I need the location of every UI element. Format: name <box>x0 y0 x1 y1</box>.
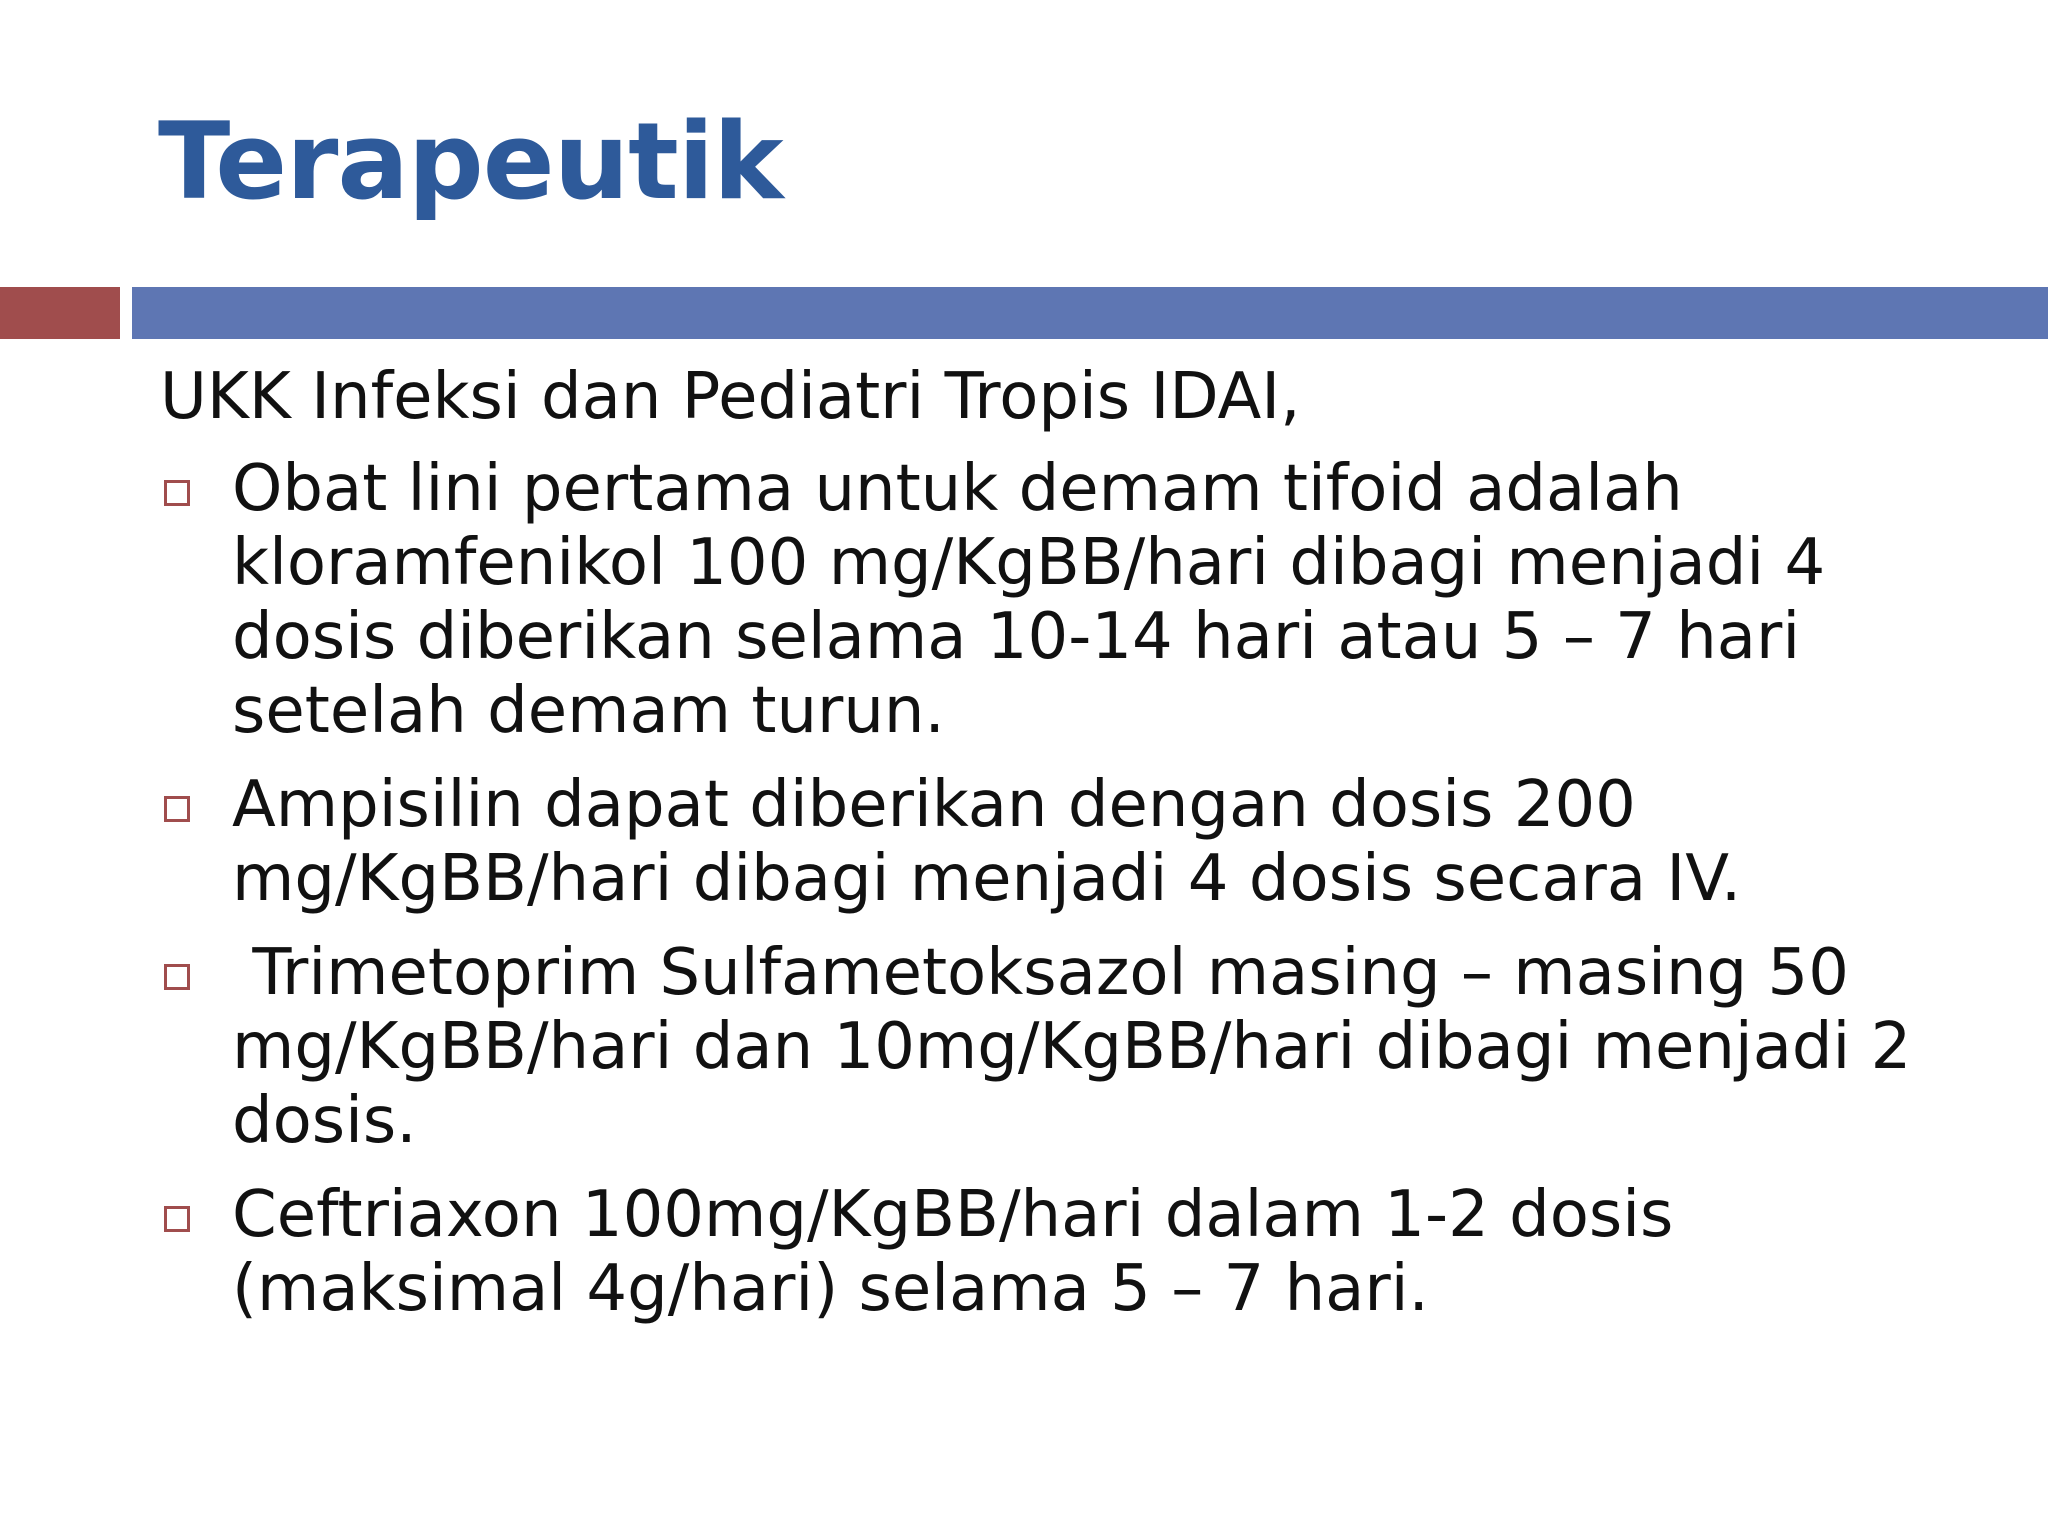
slide-body <box>160 360 1980 1346</box>
list-item <box>160 452 1980 748</box>
bullet-list <box>160 452 1980 1326</box>
square-bullet-icon <box>164 796 190 822</box>
slide-title: Terapeutik <box>158 100 783 223</box>
intro-text: UKK Infeksi dan Pediatri Tropis IDAI, <box>160 360 1301 434</box>
list-item-text: Trimetoprim Sulfametoksazol masing – masing 50 mg/KgBB/hari dan 10mg/KgBB/hari dibagi menjadi 2 dosis. <box>232 936 1932 1158</box>
square-bullet-icon <box>164 1206 190 1232</box>
list-item-text: Ceftriaxon 100mg/KgBB/hari dalam 1-2 dosis (maksimal 4g/hari) selama 5 – 7 hari. <box>232 1178 1674 1326</box>
square-bullet-icon <box>164 480 190 506</box>
list-item-text: Obat lini pertama untuk demam tifoid adalah kloramfenikol 100 mg/KgBB/hari dibagi menjadi 4 dosis diberikan selama 10-14 hari atau 5 – 7 hari setelah demam turun. <box>232 452 1826 748</box>
list-item <box>160 936 1980 1158</box>
list-item <box>160 1178 1980 1326</box>
list-item-text: Ampisilin dapat diberikan dengan dosis 200 mg/KgBB/hari dibagi menjadi 4 dosis secara IV. <box>232 768 1742 916</box>
square-bullet-icon <box>164 964 190 990</box>
list-item <box>160 768 1980 916</box>
title-accent-bar <box>0 287 120 339</box>
title-divider-bar <box>132 287 2048 339</box>
